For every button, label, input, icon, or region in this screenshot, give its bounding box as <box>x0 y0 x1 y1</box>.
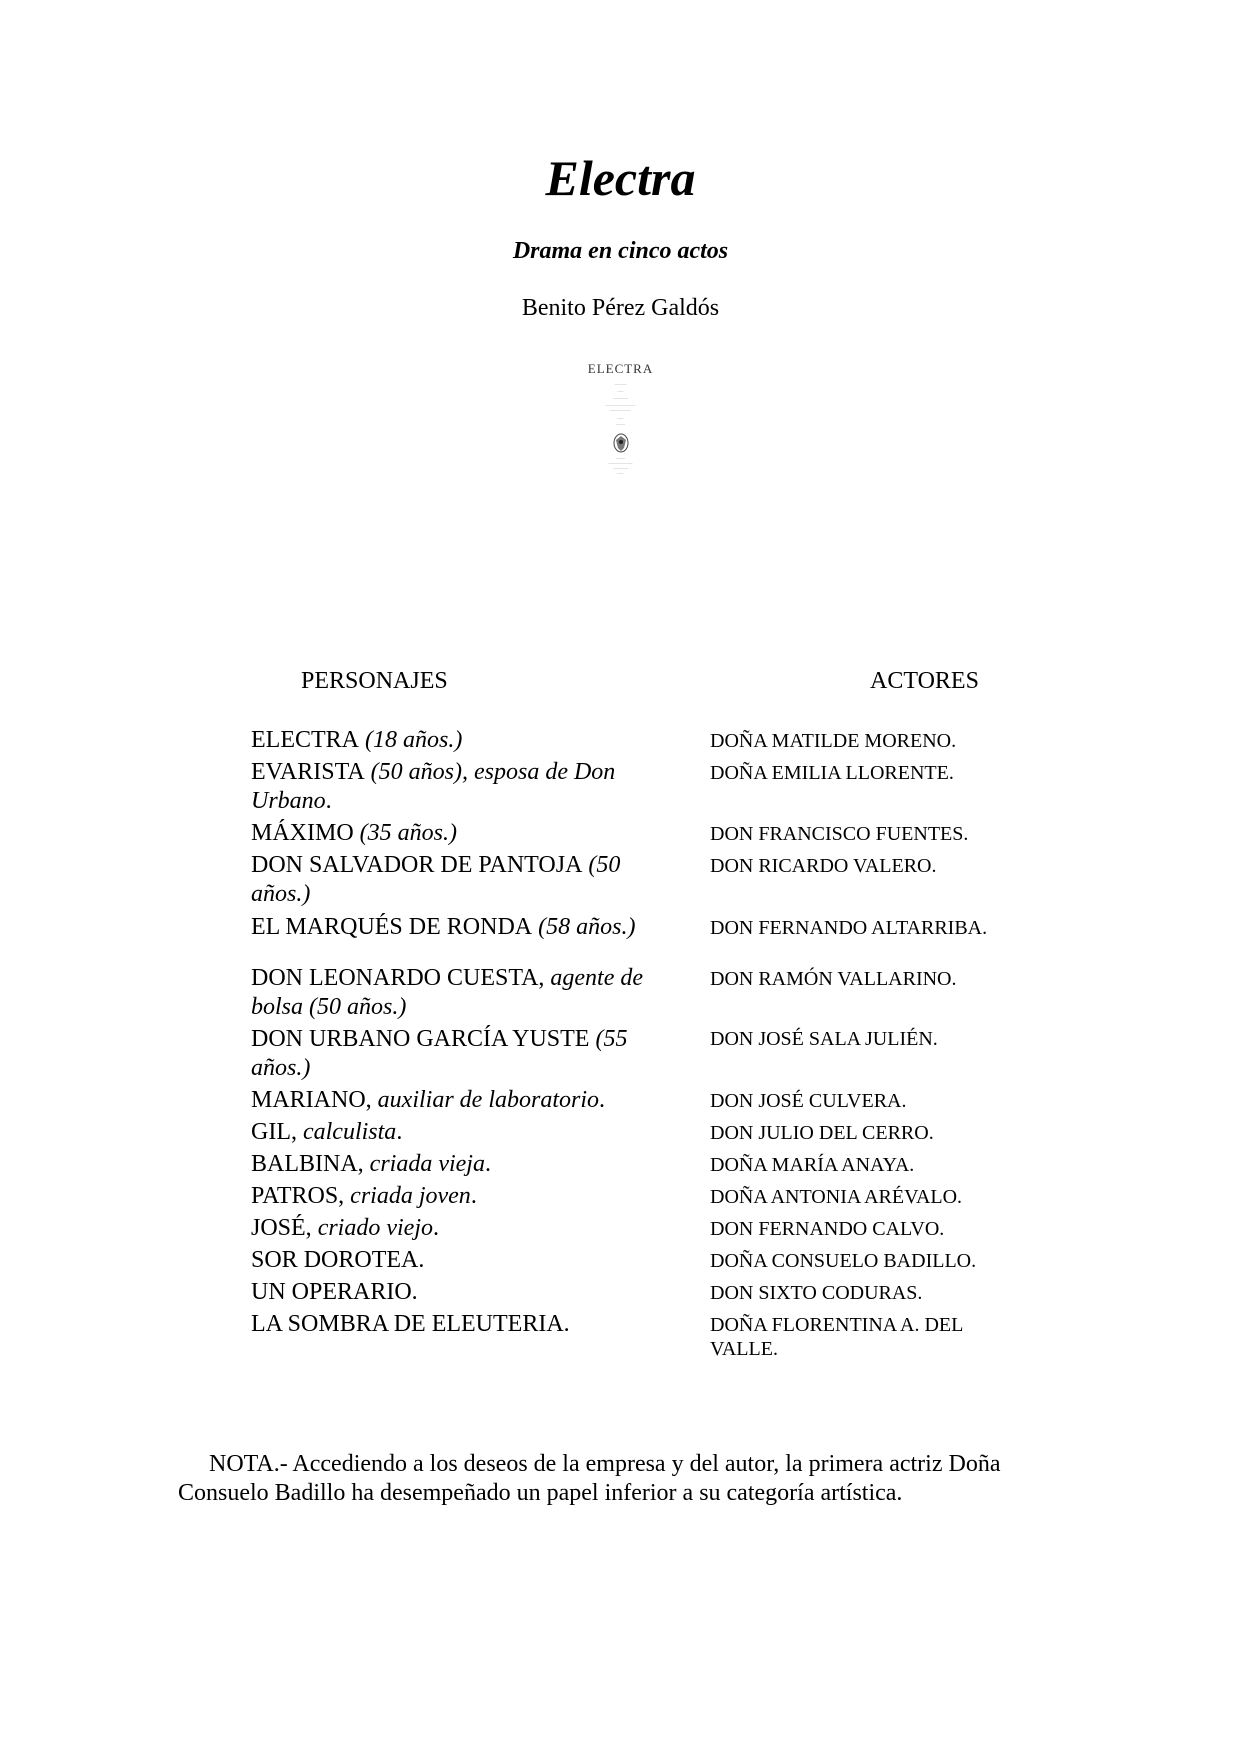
cast-role: BALBINA, criada vieja. <box>251 1151 491 1177</box>
coat-of-arms-icon <box>612 432 630 454</box>
cast-actor: DOÑA MATILDE MORENO. <box>710 730 957 752</box>
cover-fine-print: ——— <box>616 456 625 460</box>
cast-role: MÁXIMO (35 años.) <box>251 820 457 846</box>
cast-role: EL MARQUÉS DE RONDA (58 años.) <box>251 914 636 940</box>
actors-column-header: ACTORES <box>870 668 979 694</box>
cover-fine-print: —————————— <box>605 403 636 407</box>
cast-actor: DOÑA EMILIA LLORENTE. <box>710 762 954 784</box>
cast-actor: DON RAMÓN VALLARINO. <box>710 968 957 990</box>
cast-role: ELECTRA (18 años.) <box>251 727 463 753</box>
cover-image-title: ELECTRA <box>587 361 654 376</box>
cover-fine-print: ——— <box>616 422 625 426</box>
cast-role: DON URBANO GARCÍA YUSTE (55 años.) <box>251 1026 628 1081</box>
cover-fine-print: —— <box>617 416 624 420</box>
document-subtitle: Drama en cinco actos <box>512 238 729 264</box>
cast-role: DON LEONARDO CUESTA, agente de bolsa (50 años.) <box>251 965 644 1020</box>
document-author: Benito Pérez Galdós <box>521 295 720 321</box>
cover-image <box>581 356 660 478</box>
cast-actor: DON JOSÉ CULVERA. <box>710 1090 907 1112</box>
cast-role: GIL, calculista. <box>251 1119 403 1145</box>
cast-actor: DON FRANCISCO FUENTES. <box>710 823 969 845</box>
cast-actor: DON FERNANDO CALVO. <box>710 1218 945 1240</box>
cast-role: EVARISTA (50 años), esposa de Don Urbano. <box>251 759 616 814</box>
cast-actor: DOÑA MARÍA ANAYA. <box>710 1154 915 1176</box>
cast-actor: DON SIXTO CODURAS. <box>710 1282 923 1304</box>
document-title: Electra <box>545 150 696 206</box>
note-paragraph: NOTA.- Accediendo a los deseos de la empresa y del autor, la primera actriz Doña Consuelo Badillo ha desempeñado un papel inferior a su categoría artística. <box>178 1451 1001 1506</box>
cover-fine-print: ————— <box>613 396 628 400</box>
cover-fine-print: —— <box>617 471 624 475</box>
cover-fine-print: ————— <box>613 466 628 470</box>
cover-fine-print: ———————— <box>608 461 633 465</box>
cast-role: MARIANO, auxiliar de laboratorio. <box>251 1087 606 1113</box>
roles-column-header: PERSONAJES <box>301 668 448 694</box>
cast-role: PATROS, criada joven. <box>251 1183 477 1209</box>
cast-actor: DOÑA ANTONIA ARÉVALO. <box>710 1186 963 1208</box>
cover-fine-print: ———— <box>614 382 627 386</box>
cast-role: SOR DOROTEA. <box>251 1247 425 1273</box>
cover-fine-print: ——————— <box>610 408 631 412</box>
cast-actor: DON FERNANDO ALTARRIBA. <box>710 917 988 939</box>
cast-role: DON SALVADOR DE PANTOJA (50 años.) <box>251 852 621 907</box>
cast-role: UN OPERARIO. <box>251 1279 418 1305</box>
cast-actor: DON RICARDO VALERO. <box>710 855 937 877</box>
cast-role: JOSÉ, criado viejo. <box>251 1215 439 1241</box>
cast-actor: DON JOSÉ SALA JULIÉN. <box>710 1028 938 1050</box>
cast-actor: DOÑA FLORENTINA A. DEL VALLE. <box>710 1314 963 1360</box>
cast-actor: DOÑA CONSUELO BADILLO. <box>710 1250 977 1272</box>
cast-role: LA SOMBRA DE ELEUTERIA. <box>251 1311 570 1337</box>
cast-actor: DON JULIO DEL CERRO. <box>710 1122 934 1144</box>
cover-fine-print: —— <box>617 389 624 393</box>
